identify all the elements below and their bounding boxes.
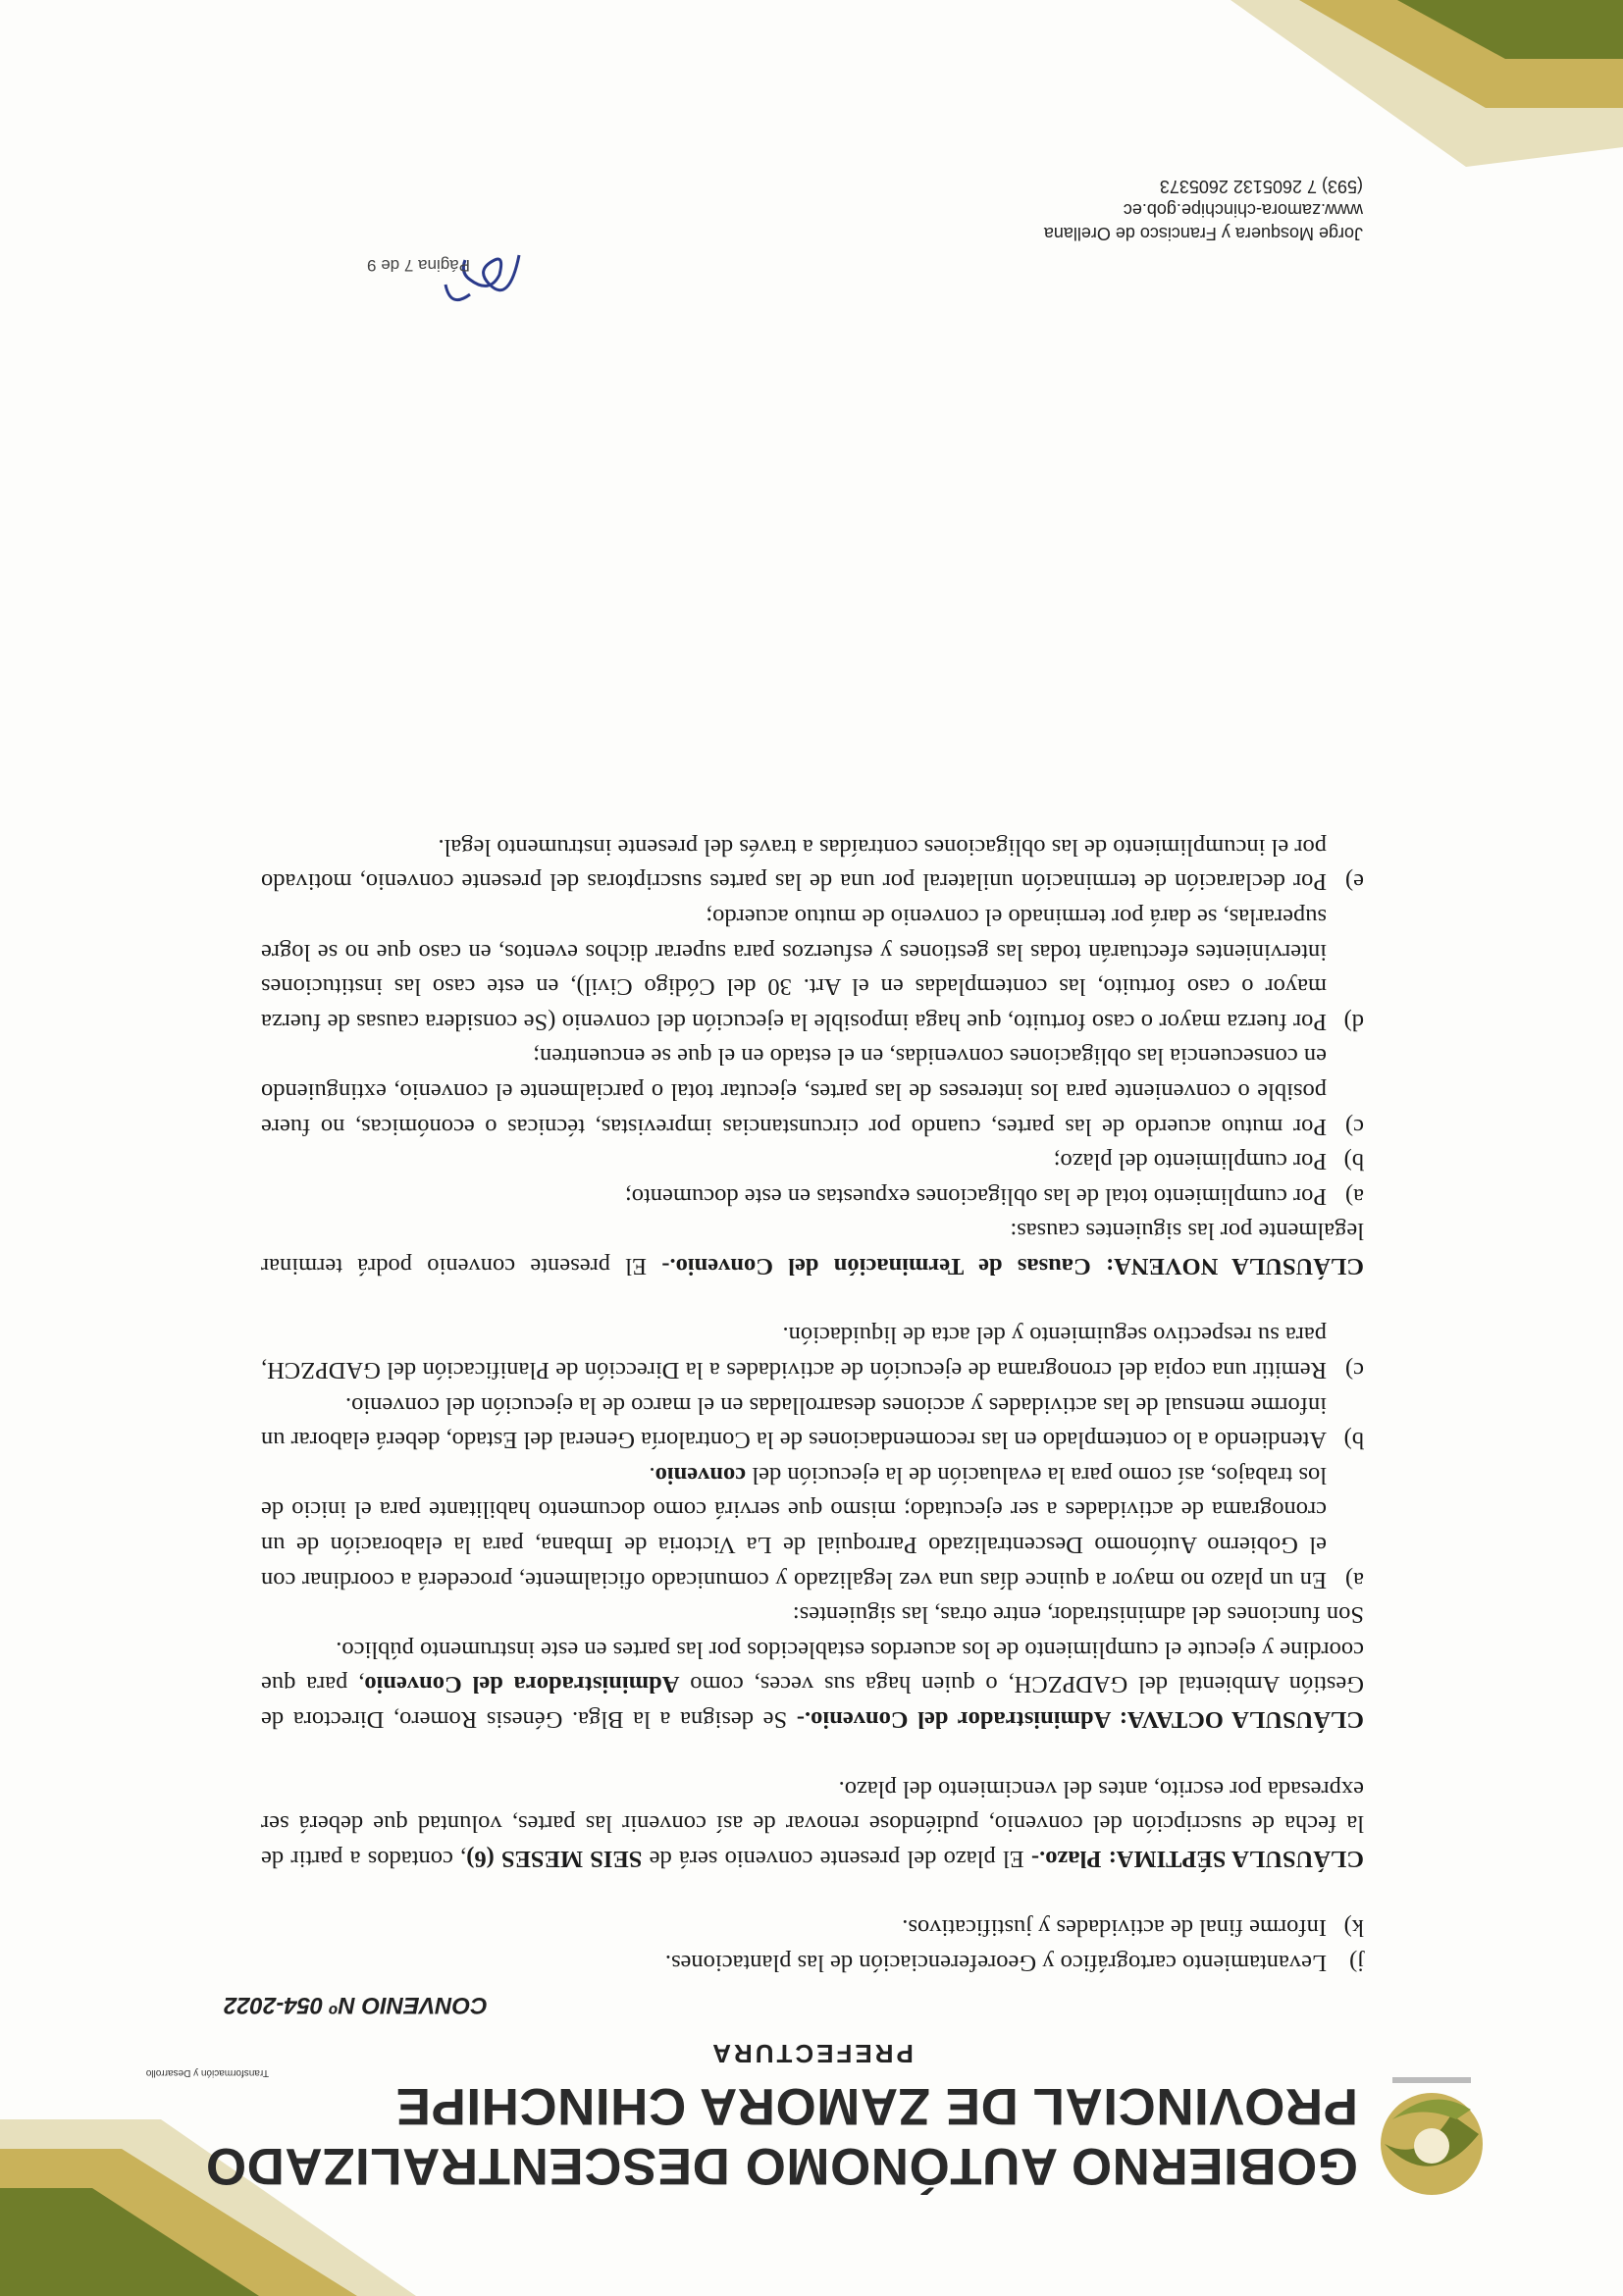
item-marker: b) <box>1343 1427 1364 1454</box>
item-marker: j) <box>1349 1950 1364 1976</box>
clause-heading: CLÁUSULA SÉPTIMA: Plazo.- <box>1030 1845 1364 1872</box>
header-tagline: Transformación y Desarrollo <box>145 2067 269 2078</box>
list-item <box>261 1387 1364 1457</box>
list-item <box>261 829 1364 899</box>
list-item <box>261 1144 1364 1179</box>
item-text: Por declaración de terminación unilateral por una de las partes suscriptoras del presente convenio, motivado por el incumplimiento de las obligaciones contraídas a través del presente instrumento legal. <box>261 833 1327 896</box>
item-text: Por cumplimiento total de las obligaciones expuestas en este documento; <box>624 1182 1327 1210</box>
list-item <box>261 1945 1364 1980</box>
item-marker: b) <box>1343 1148 1364 1175</box>
list-item <box>261 1457 1364 1596</box>
item-text: Por fuerza mayor o caso fortuito, que haga imposible la ejecución del convenio (Se considera causas de fuerza mayor o caso fortuito, las contempladas en el Art. 30 del Código Civil), en este caso las instituciones intervinientes efectuarán todas las gestiones y esfuerzos para superar dichos eventos, en caso que no se logre superarlas, se dará por terminado el convenio de mutuo acuerdo; <box>261 903 1327 1035</box>
header-unit: PREFECTURA <box>709 2039 914 2068</box>
header-institution-line1: GOBIERNO AUTÓNOMO DESCENTRALIZADO <box>205 2137 1358 2195</box>
header-institution-line2: PROVINCIAL DE ZAMORA CHINCHIPE <box>395 2077 1358 2135</box>
item-text: Remitir una copia del cronograma de ejecución de actividades a la Dirección de Planificación del GADPZCH, para su respectivo seguimiento y del acta de liquidación. <box>261 1322 1327 1384</box>
footer-phone: (593) 7 2605132 2605373 <box>1159 177 1363 196</box>
clause-octava: CLÁUSULA OCTAVA: Administrador del Convenio.- Se designa a la Blga. Génesis Romero, Directora de Gestión Ambiental del GADPZCH, o quien haga sus veces, como Administradora del Convenio, para que coordine y ejecute el cumplimiento de los acuerdos establecidos por las partes en este instrumento público. <box>261 1636 1364 1734</box>
footer-address: Jorge Mosquera y Francisco de Orellana <box>1043 224 1363 243</box>
footer-website: www.zamora-chinchipe.gob.ec <box>1123 200 1363 220</box>
item-marker: a) <box>1344 1182 1364 1210</box>
list-item <box>261 899 1364 1038</box>
item-text: Levantamiento cartográfico y Georeferenciación de las plantaciones. <box>664 1950 1327 1976</box>
item-text: Por cumplimiento del plazo; <box>1053 1148 1327 1175</box>
initials-signature-icon <box>441 235 529 314</box>
page-number: Página 7 de 9 <box>367 256 470 275</box>
decorative-band-bottom <box>1230 0 1623 167</box>
list-item <box>261 1039 1364 1144</box>
item-marker: c) <box>1344 1113 1364 1140</box>
document-body <box>261 829 1364 1980</box>
item-marker: d) <box>1343 1008 1364 1035</box>
item-marker: k) <box>1343 1914 1364 1942</box>
convenio-number: CONVENIO Nº 054-2022 <box>224 1992 488 2018</box>
item-marker: a) <box>1344 1566 1364 1593</box>
prefectura-logo-icon <box>1373 2056 1491 2203</box>
item-marker: c) <box>1344 1357 1364 1384</box>
footer-contact <box>1044 175 1363 245</box>
clause-novena: CLÁUSULA NOVENA: Causas de Terminación del Convenio.- El presente convenio podrá terminar legalmente por las siguientes causas: <box>261 1218 1364 1279</box>
item-marker: e) <box>1344 868 1364 896</box>
item-text: En un plazo no mayor a quince días una vez legalizado y comunicado oficialmente, procederá a coordinar con el Gobierno Autónomo Descentralizado Parroquial de La Victoria de Imbana, para la elaboración de un cronograma de actividades a ser ejecutado; mismo que servirá como documento habilitante para el inicio de los trabajos, así como para la evaluación de la ejecución del convenio. <box>261 1461 1327 1593</box>
list-item <box>261 1910 1364 1946</box>
clause-heading: CLÁUSULA NOVENA: Causas de Terminación del Convenio.- <box>661 1252 1364 1279</box>
list-item <box>261 1178 1364 1214</box>
clause-heading: CLÁUSULA OCTAVA: Administrador del Convenio.- <box>796 1706 1364 1734</box>
item-text: Atendiendo a lo contemplado en las recomendaciones de la Contraloría General del Estado, deberá elaborar un informe mensual de las actividades y acciones desarrolladas en el marco de la ejecución del convenio. <box>261 1391 1327 1454</box>
list-item <box>261 1318 1364 1387</box>
clause-octava-intro: Son funciones del administrador, entre otras, las siguientes: <box>792 1601 1364 1629</box>
item-text: Por mutuo acuerdo de las partes, cuando por circunstancias imprevistas, técnicas o económicas, no fuere posible o conveniente para los intereses de las partes, ejecutar total o parcialmente el convenio, extinguiendo en consecuencia las obligaciones convenidas, en el estado en el que se encuentren; <box>261 1043 1327 1140</box>
item-text: Informe final de actividades y justificativos. <box>902 1914 1327 1942</box>
clause-septima: CLÁUSULA SÉPTIMA: Plazo.- El plazo del presente convenio será de SEIS MESES (6), contados a partir de la fecha de suscripción del convenio, pudiéndose renovar de así convenir las partes, voluntad que deberá ser expresada por escrito, antes del vencimiento del plazo. <box>261 1775 1364 1872</box>
